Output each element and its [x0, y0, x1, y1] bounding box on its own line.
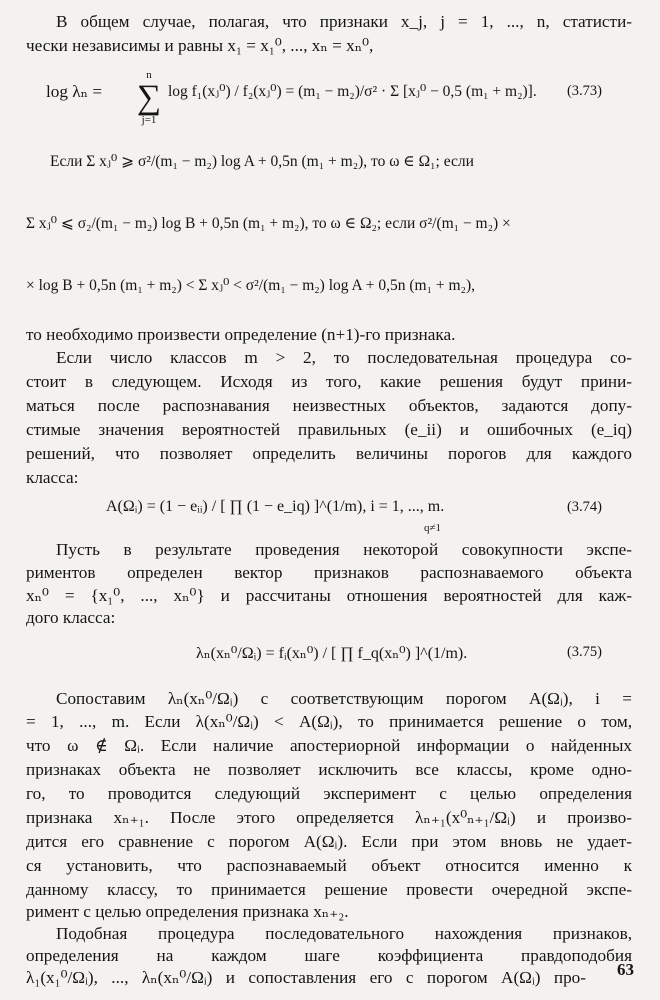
text-line: определения на каждом шаге коэффициента правдоподобия: [26, 946, 632, 965]
condition-3: × log B + 0,5n (m₁ + m₂) < Σ xⱼ⁰ < σ²/(m₁ − m₂) log A + 0,5n (m₁ + m₂),: [26, 277, 475, 294]
text-line: Сопоставим λₙ(xₙ⁰/Ωᵢ) с соответствующим порогом A(Ωᵢ), i =: [56, 689, 632, 708]
text-line: чески независимы и равны x₁ = x₁⁰, ..., xₙ = xₙ⁰,: [26, 36, 374, 55]
text-line: что ω ∉ Ωᵢ. Если наличие апостериорной информации о найденных: [26, 736, 632, 755]
equation-number: (3.75): [566, 644, 602, 660]
text-line: признаках объекта не позволяет исключить все классы, кроме одно-: [26, 760, 632, 779]
text-line: xₙ⁰ = {x₁⁰, ..., xₙ⁰} и рассчитаны отношения вероятностей для каж-: [26, 586, 632, 605]
page-number: 63: [617, 960, 634, 979]
text-line: риментов определен вектор признаков распознаваемого объекта: [26, 563, 632, 582]
eq-rhs: log f₁(xⱼ⁰) / f₂(xⱼ⁰) = (m₁ − m₂)/σ² · Σ [xⱼ⁰ − 0,5 (m₁ + m₂)].: [168, 83, 537, 100]
text-line: го, то проводится следующий эксперимент с целью определения: [26, 784, 632, 803]
sum-symbol: n ∑ j=1: [136, 69, 162, 126]
equation-3-74: [26, 488, 632, 542]
equation-number: (3.74): [566, 499, 602, 515]
text-line: дится его сравнение с порогом A(Ωᵢ). Если при этом вновь не удает-: [26, 832, 632, 851]
text-line: Подобная процедура последовательного нахождения признаков,: [56, 924, 632, 943]
text-line: дого класса:: [26, 608, 116, 627]
equation-3-75: [26, 632, 632, 682]
text-line: стимые значения вероятностей правильных (e_ii) и ошибочных (e_iq): [26, 420, 632, 439]
text-line: = 1, ..., m. Если λ(xₙ⁰/Ωᵢ) < A(Ωᵢ), то принимается решение о том,: [26, 712, 632, 731]
eq-body: A(Ωᵢ) = (1 − eᵢᵢ) / [ ∏ (1 − e_iq) ]^(1/m), i = 1, ..., m.: [106, 498, 445, 515]
text-line: признака xₙ₊₁. После этого определяется λₙ₊₁(x⁰ₙ₊₁/Ωᵢ) и произво-: [26, 808, 632, 827]
text-line: Пусть в результате проведения некоторой совокупности экспе-: [56, 540, 632, 559]
text-line: то необходимо произвести определение (n+1)-го признака.: [26, 325, 456, 344]
condition-1: Если Σ xⱼ⁰ ⩾ σ²/(m₁ − m₂) log A + 0,5n (m₁ + m₂), то ω ∈ Ω₁; если: [50, 153, 474, 170]
text-line: стоит в следующем. Исходя из того, какие решения будут прини-: [26, 372, 632, 391]
index-condition: q≠1: [424, 522, 442, 534]
text-line: λ₁(x₁⁰/Ωᵢ), ..., λₙ(xₙ⁰/Ωᵢ) и сопоставления его с порогом A(Ωᵢ) про-: [26, 968, 586, 987]
condition-2: Σ xⱼ⁰ ⩽ σ₂/(m₁ − m₂) log B + 0,5n (m₁ + m₂), то ω ∈ Ω₂; если σ²/(m₁ − m₂) ×: [26, 215, 511, 232]
eq-lhs: log λₙ =: [46, 82, 103, 101]
text-line: В общем случае, полагая, что признаки x_j, j = 1, ..., n, статисти-: [56, 12, 632, 31]
equation-3-73: [26, 70, 632, 130]
text-line: Если число классов m > 2, то последовательная процедура со-: [56, 348, 632, 367]
text-line: данному классу, то принимается решение провести очередной экспе-: [26, 880, 632, 899]
equation-number: (3.73): [566, 83, 602, 99]
text-line: решений, что позволяет определить величины порогов для каждого: [26, 444, 632, 463]
eq-body: λₙ(xₙ⁰/Ωᵢ) = fᵢ(xₙ⁰) / [ ∏ f_q(xₙ⁰) ]^(1/m).: [196, 645, 468, 662]
text-line: римент с целью определения признака xₙ₊₂.: [26, 902, 349, 921]
text-line: класса:: [26, 468, 79, 487]
text-line: маться после распознавания неизвестных объектов, задаются допу-: [26, 396, 632, 415]
text-line: ся установить, что распознаваемый объект относится именно к: [26, 856, 632, 875]
